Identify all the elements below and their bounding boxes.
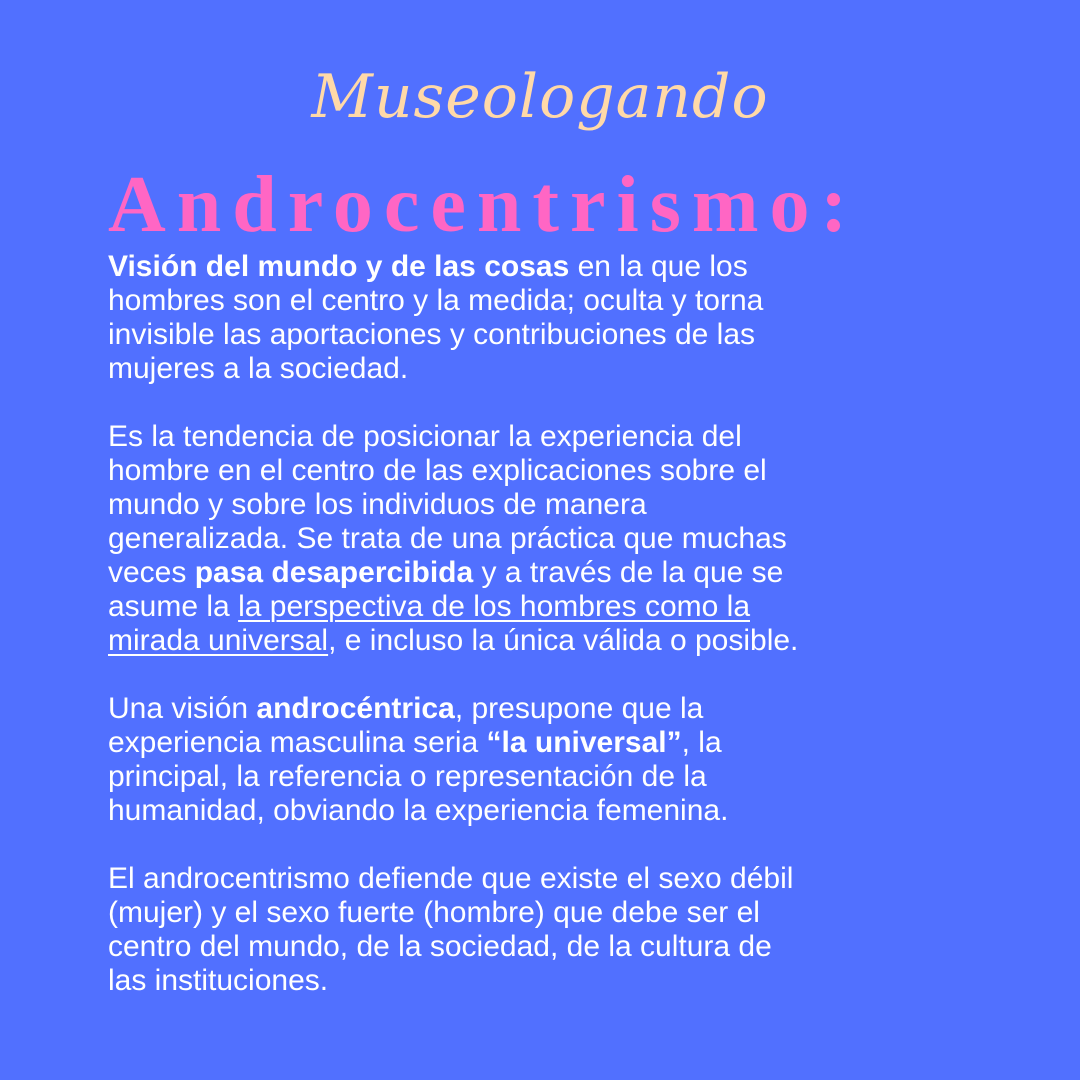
text-run: (mujer) y el sexo fuerte (hombre) que debe ser el bbox=[108, 896, 760, 929]
bold-text: Visión del mundo y de las cosas bbox=[108, 250, 570, 283]
brand-logo-text: Museologando bbox=[311, 62, 769, 132]
text-run: hombres son el centro y la medida; oculta y torna bbox=[108, 284, 764, 317]
paragraph-line bbox=[108, 862, 958, 896]
text-run: y a través de la que se bbox=[473, 556, 784, 589]
paragraph-line bbox=[108, 352, 958, 386]
paragraph-line bbox=[108, 522, 958, 556]
text-run: Es la tendencia de posicionar la experiencia del bbox=[108, 420, 742, 453]
text-run: generalizada. Se trata de una práctica que muchas bbox=[108, 522, 787, 555]
underlined-text: mirada universal bbox=[108, 624, 329, 657]
paragraph-4 bbox=[108, 862, 958, 998]
paragraph-line bbox=[108, 250, 958, 284]
paragraph-line bbox=[108, 726, 958, 760]
page-title: Androcentrismo: bbox=[108, 161, 859, 249]
paragraph-2 bbox=[108, 420, 958, 658]
text-run: invisible las aportaciones y contribuciones de las bbox=[108, 318, 756, 351]
text-run: en la que los bbox=[569, 250, 748, 283]
paragraph-line bbox=[108, 284, 958, 318]
paragraph-line bbox=[108, 556, 958, 590]
text-run: mundo y sobre los individuos de manera bbox=[108, 488, 647, 521]
underlined-text: la perspectiva de los hombres como la bbox=[238, 590, 750, 623]
paragraph-line bbox=[108, 420, 958, 454]
text-run: asume la bbox=[108, 590, 239, 623]
paragraph-line bbox=[108, 930, 958, 964]
text-run: hombre en el centro de las explicaciones sobre el bbox=[108, 454, 767, 487]
text-run: , e incluso la única válida o posible. bbox=[328, 624, 799, 657]
paragraph-line bbox=[108, 794, 958, 828]
text-run: , presupone que la bbox=[454, 692, 704, 725]
text-run: , la bbox=[681, 726, 722, 759]
text-run: centro del mundo, de la sociedad, de la cultura de bbox=[108, 930, 772, 963]
paragraph-line bbox=[108, 488, 958, 522]
text-run: mujeres a la sociedad. bbox=[108, 352, 409, 385]
definition-body bbox=[108, 250, 958, 1032]
text-run: veces bbox=[108, 556, 195, 589]
paragraph-line bbox=[108, 964, 958, 998]
text-run: principal, la referencia o representación de la bbox=[108, 760, 707, 793]
paragraph-1 bbox=[108, 250, 958, 386]
text-run: El androcentrismo defiende que existe el sexo débil bbox=[108, 862, 794, 895]
bold-text: pasa desapercibida bbox=[194, 556, 474, 589]
paragraph-3 bbox=[108, 692, 958, 828]
paragraph-line bbox=[108, 624, 958, 658]
paragraph-line bbox=[108, 590, 958, 624]
text-run: Una visión bbox=[108, 692, 257, 725]
paragraph-line bbox=[108, 318, 958, 352]
text-run: experiencia masculina seria bbox=[108, 726, 487, 759]
bold-text: “la universal” bbox=[486, 726, 682, 759]
text-run: humanidad, obviando la experiencia femenina. bbox=[108, 794, 729, 827]
text-run: las instituciones. bbox=[108, 964, 329, 997]
paragraph-line bbox=[108, 454, 958, 488]
paragraph-line bbox=[108, 896, 958, 930]
paragraph-line bbox=[108, 692, 958, 726]
bold-text: androcéntrica bbox=[256, 692, 455, 725]
paragraph-line bbox=[108, 760, 958, 794]
